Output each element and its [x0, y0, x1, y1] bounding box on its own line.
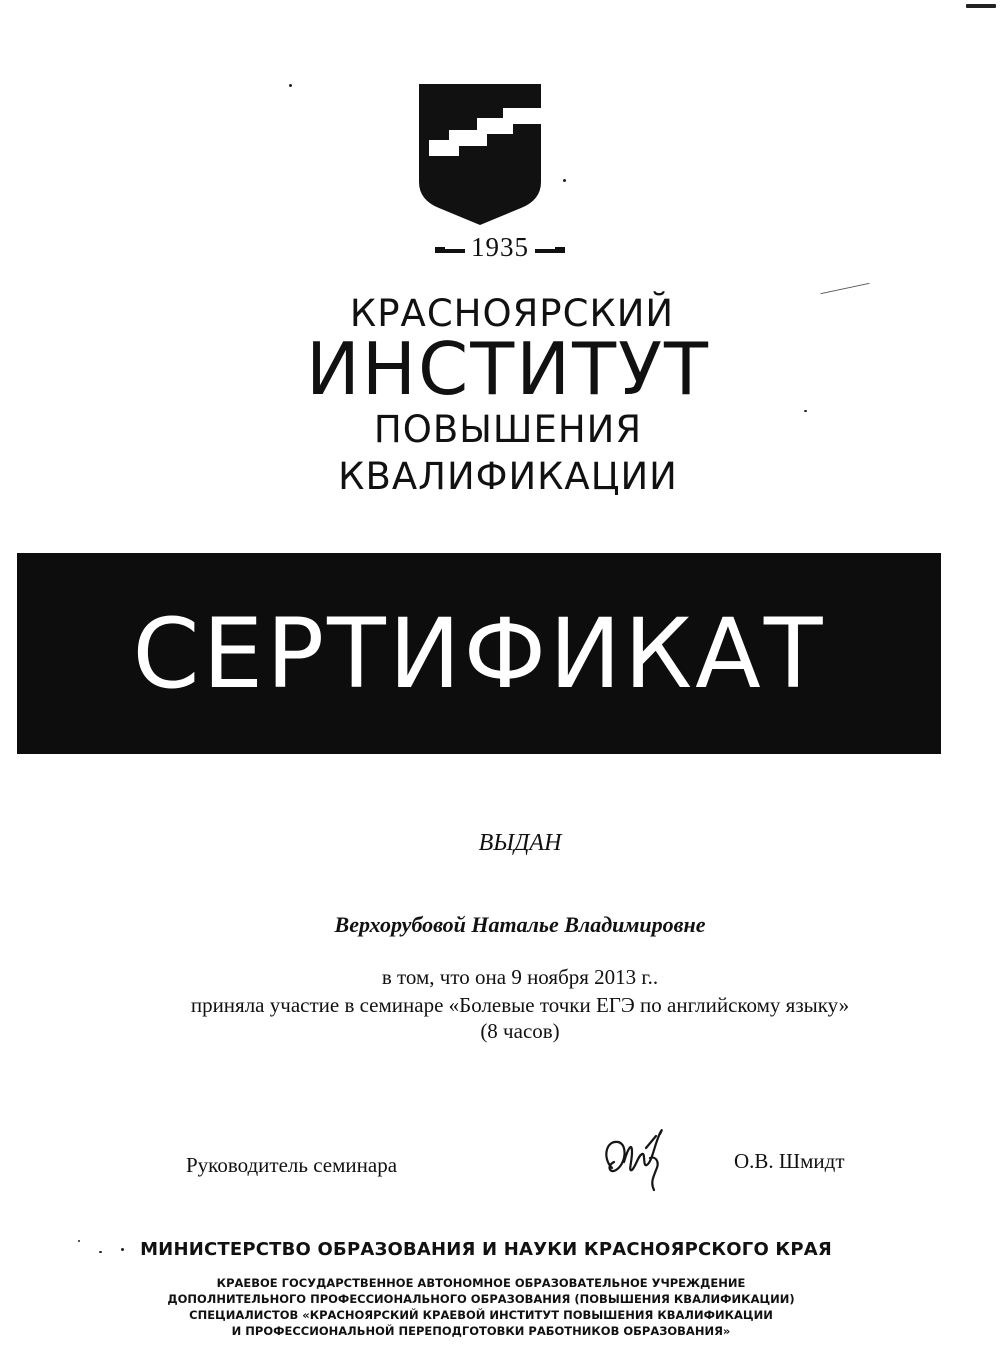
year-text: 1935: [471, 232, 529, 262]
scan-speck: [804, 410, 807, 412]
scan-speck: [289, 84, 292, 87]
certificate-date-line: в том, что она 9 ноября 2013 г..: [381, 965, 659, 989]
recipient-name: Верхорубовой Наталье Владимировне: [334, 912, 706, 937]
issued-label: ВЫДАН: [478, 830, 562, 856]
institute-name-line4: КВАЛИФИКАЦИИ: [338, 455, 678, 498]
scan-speck: [78, 1240, 80, 1242]
scan-speck: [99, 1251, 102, 1253]
scan-speck: [966, 4, 996, 8]
signatory-name: О.В. Шмидт: [734, 1149, 845, 1173]
certificate-title: СЕРТИФИКАТ: [132, 598, 826, 710]
shield-emblem-icon: [417, 82, 543, 227]
handwritten-signature: [598, 1118, 678, 1194]
organization-line1: КРАЕВОЕ ГОСУДАРСТВЕННОЕ АВТОНОМНОЕ ОБРАЗОВАТЕЛЬНОЕ УЧРЕЖДЕНИЕ: [216, 1276, 746, 1290]
seminar-line: приняла участие в семинаре «Болевые точки ЕГЭ по английскому языку»: [190, 993, 850, 1017]
ministry-name: МИНИСТЕРСТВО ОБРАЗОВАНИЯ И НАУКИ КРАСНОЯРСКОГО КРАЯ: [140, 1239, 832, 1260]
institute-name-line3: ПОВЫШЕНИЯ: [373, 408, 643, 451]
scan-speck: [121, 1248, 124, 1251]
hours-line: (8 часов): [480, 1019, 560, 1043]
organization-line3: СПЕЦИАЛИСТОВ «КРАСНОЯРСКИЙ КРАЕВОЙ ИНСТИТУТ ПОВЫШЕНИЯ КВАЛИФИКАЦИИ: [189, 1308, 773, 1322]
institute-name-line2: ИНСТИТУТ: [306, 327, 710, 411]
organization-line2: ДОПОЛНИТЕЛЬНОГО ПРОФЕССИОНАЛЬНОГО ОБРАЗОВАНИЯ (ПОВЫШЕНИЯ КВАЛИФИКАЦИИ): [167, 1292, 795, 1306]
signatory-role: Руководитель семинара: [186, 1153, 398, 1177]
organization-line4: И ПРОФЕССИОНАЛЬНОЙ ПЕРЕПОДГОТОВКИ РАБОТНИКОВ ОБРАЗОВАНИЯ»: [231, 1324, 731, 1338]
left-ornament-icon: [435, 246, 465, 254]
founding-year: [0, 232, 1000, 263]
institute-name-line1: КРАСНОЯРСКИЙ: [349, 292, 675, 335]
right-ornament-icon: [535, 246, 565, 254]
scan-speck: [563, 179, 566, 182]
